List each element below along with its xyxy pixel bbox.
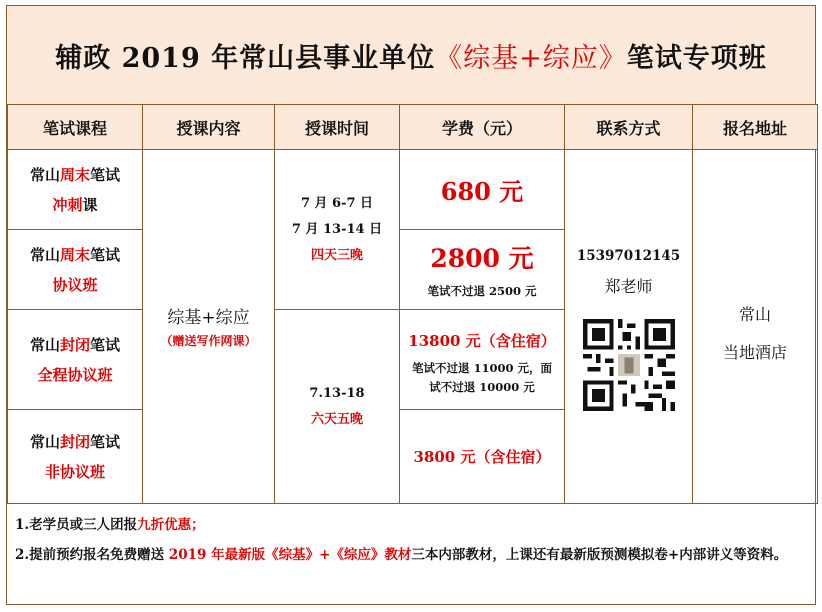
header-address: 报名地址 xyxy=(693,105,818,150)
course-cell: 常山周末笔试 协议班 xyxy=(8,230,143,310)
fee-13800-note-1: 笔试不过退 11000 元，面 xyxy=(411,360,552,375)
title-highlight: 《综基+综应》 xyxy=(435,42,627,74)
header-fee: 学费（元） xyxy=(400,105,565,150)
title-suffix: 笔试专项班 xyxy=(626,42,767,74)
fee-2800: 2800 元 xyxy=(430,243,534,273)
table-row xyxy=(8,150,818,230)
course-table xyxy=(7,104,818,504)
flyer-sheet xyxy=(6,5,816,605)
fee-cell-4 xyxy=(400,410,565,504)
course-cell: 常山周末笔试 冲刺课 xyxy=(8,150,143,230)
course-cell: 常山封闭笔试 非协议班 xyxy=(8,410,143,504)
fee-2800-note: 笔试不过退 2500 元 xyxy=(427,283,537,298)
contact-phone: 15397012145 xyxy=(576,247,681,264)
note-2: 2.提前预约报名免费赠送 2019 年最新版《综基》+《综应》教材三本内部教材，上课还有最新版预测模拟卷+内部讲义等资料。 xyxy=(15,547,788,563)
fee-13800-note-2: 试不过退 10000 元 xyxy=(429,379,535,394)
header-content: 授课内容 xyxy=(143,105,275,150)
time-cell-2: 7.13-18 六天五晚 xyxy=(275,310,400,504)
fee-13800: 13800 元（含住宿） xyxy=(408,331,556,350)
content-note: （赠送写作网课） xyxy=(160,334,257,348)
header-time: 授课时间 xyxy=(275,105,400,150)
content-cell xyxy=(143,150,275,504)
fee-3800: 3800 元（含住宿） xyxy=(413,448,551,466)
contact-cell xyxy=(565,150,693,504)
header-course: 笔试课程 xyxy=(8,105,143,150)
qr-code-icon xyxy=(583,319,675,411)
contact-name: 郑老师 xyxy=(604,276,653,296)
title-prefix: 辅政 2019 年常山县事业单位 xyxy=(55,42,436,74)
table-header-row xyxy=(8,105,818,150)
fee-cell-1 xyxy=(400,150,565,230)
note-1: 1.老学员或三人团报九折优惠； xyxy=(15,517,205,533)
course-cell: 常山封闭笔试 全程协议班 xyxy=(8,310,143,410)
address-cell xyxy=(693,150,818,504)
fee-cell-2 xyxy=(400,230,565,310)
content-main: 综基+综应 xyxy=(167,308,250,328)
header-contact: 联系方式 xyxy=(565,105,693,150)
address-line-2: 当地酒店 xyxy=(722,342,787,362)
notes-section xyxy=(7,504,815,604)
page-title xyxy=(7,6,815,104)
fee-680: 680 元 xyxy=(440,177,524,206)
fee-cell-3 xyxy=(400,310,565,410)
address-line-1: 常山 xyxy=(738,304,771,324)
time-cell-1: 7 月 6-7 日 7 月 13-14 日 四天三晚 xyxy=(275,150,400,310)
